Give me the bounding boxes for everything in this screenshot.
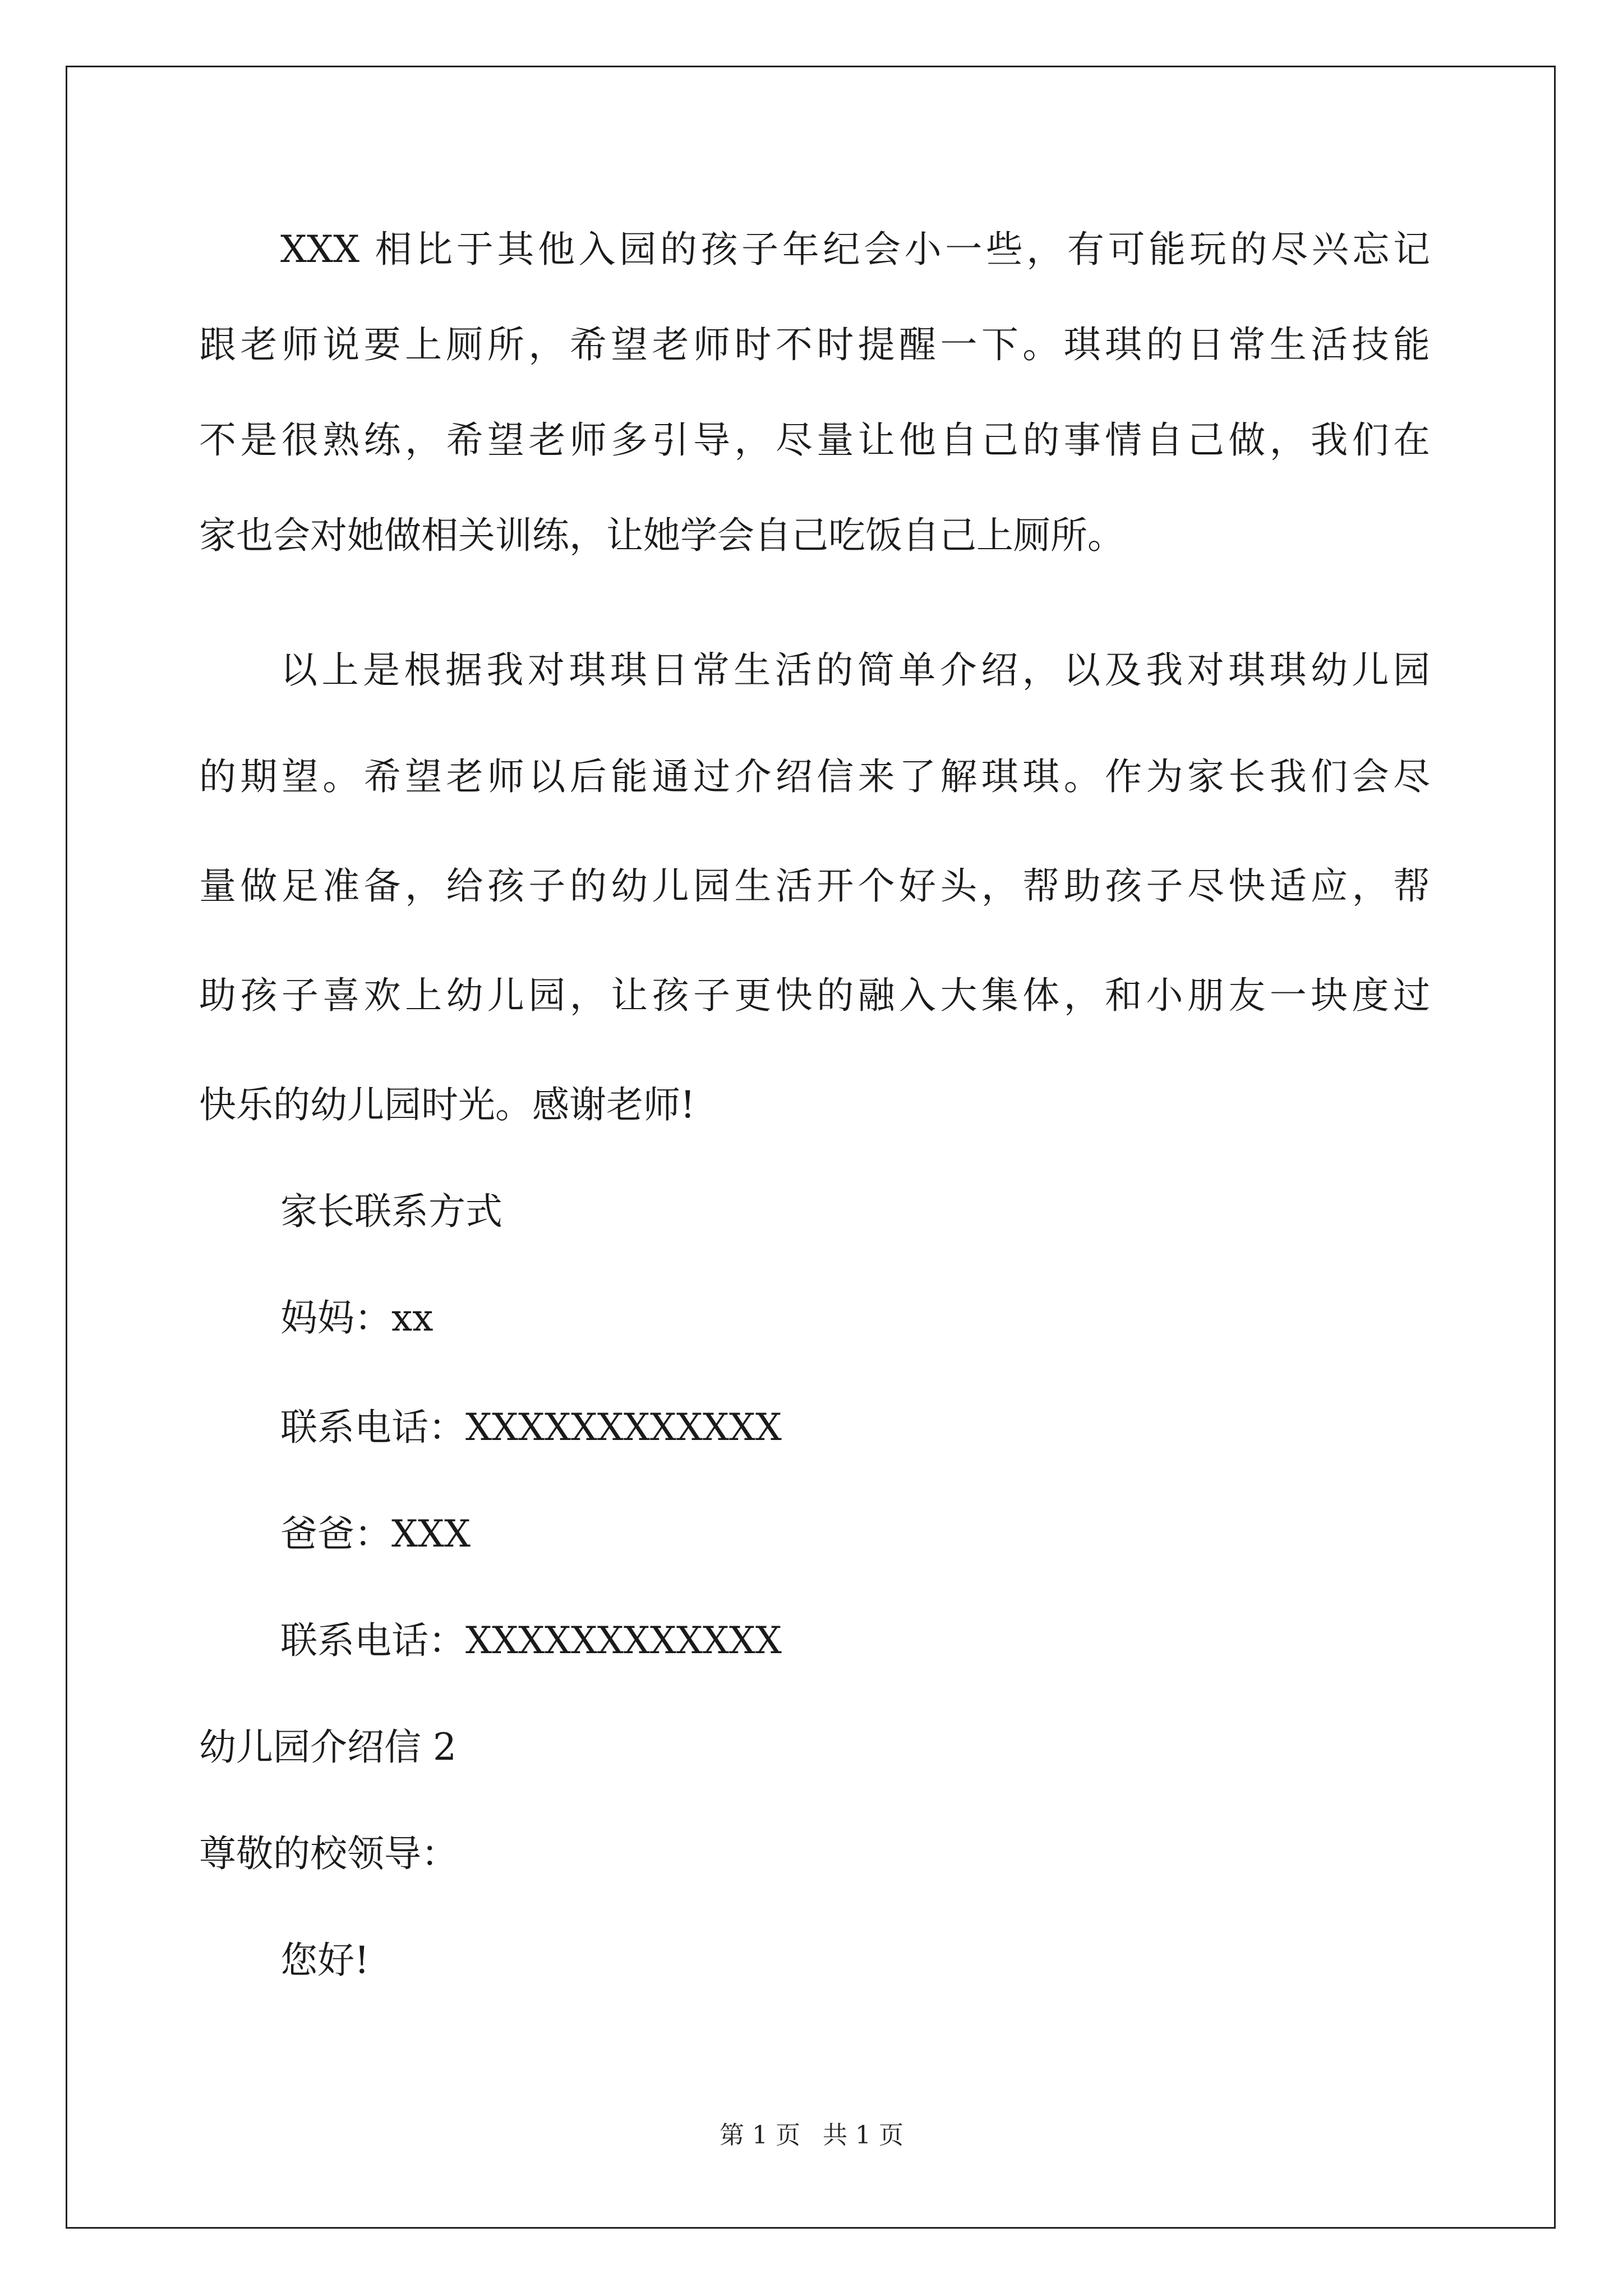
contact-father: 爸爸：XXX bbox=[280, 1512, 471, 1556]
paragraph2-line-2: 的期望。希望老师以后能通过介绍信来了解琪琪。作为家长我们会尽 bbox=[199, 755, 1430, 798]
paragraph1-line-2: 跟老师说要上厕所，希望老师时不时提醒一下。琪琪的日常生活技能 bbox=[199, 323, 1430, 366]
page-number: 第 1 页 bbox=[720, 2121, 800, 2150]
contact-father-phone: 联系电话：XXXXXXXXXXXX bbox=[280, 1619, 782, 1662]
paragraph1-line-1: XXX 相比于其他入园的孩子年纪会小一些，有可能玩的尽兴忘记 bbox=[280, 228, 1430, 271]
letter2-greeting: 您好! bbox=[280, 1939, 370, 1982]
page-footer bbox=[0, 2119, 1623, 2152]
contact-mother-phone: 联系电话：XXXXXXXXXXXX bbox=[280, 1406, 782, 1449]
paragraph1-line-4: 家也会对她做相关训练，让她学会自己吃饭自己上厕所。 bbox=[199, 514, 1124, 557]
paragraph2-line-1: 以上是根据我对琪琪日常生活的简单介绍，以及我对琪琪幼儿园 bbox=[280, 648, 1430, 692]
paragraph1-line-3: 不是很熟练，希望老师多引导，尽量让他自己的事情自己做，我们在 bbox=[199, 418, 1430, 462]
paragraph2-line-5: 快乐的幼儿园时光。感谢老师! bbox=[199, 1083, 695, 1126]
letter2-salutation: 尊敬的校领导： bbox=[199, 1832, 458, 1875]
paragraph2-line-3: 量做足准备，给孩子的幼儿园生活开个好头，帮助孩子尽快适应，帮 bbox=[199, 864, 1430, 908]
contact-heading: 家长联系方式 bbox=[280, 1190, 502, 1233]
paragraph2-line-4: 助孩子喜欢上幼儿园，让孩子更快的融入大集体，和小朋友一块度过 bbox=[199, 974, 1430, 1017]
letter2-title: 幼儿园介绍信 2 bbox=[199, 1726, 457, 1769]
contact-mother: 妈妈：xx bbox=[280, 1296, 434, 1340]
page-total: 共 1 页 bbox=[823, 2121, 903, 2150]
page-border bbox=[66, 66, 1556, 2229]
